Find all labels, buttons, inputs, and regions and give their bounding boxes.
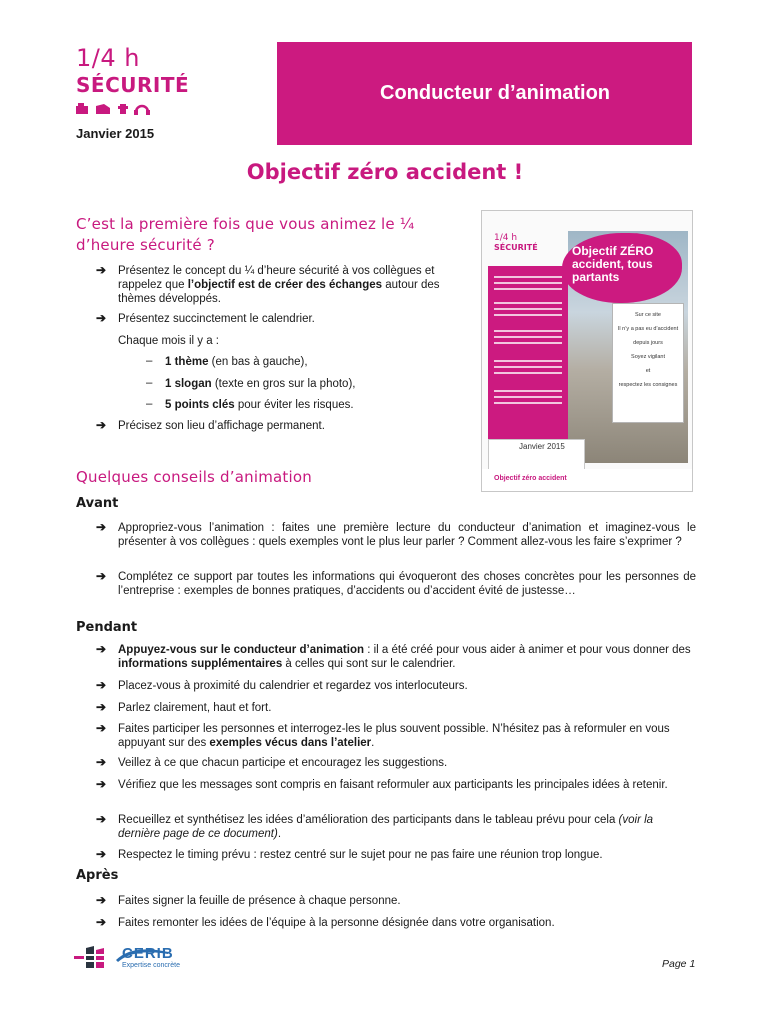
poster-footer: Objectif zéro accident — [482, 469, 692, 491]
month-intro: Chaque mois il y a : — [118, 335, 219, 347]
arrow-right-icon: ➔ — [96, 418, 107, 432]
page-title: Objectif zéro accident ! — [246, 160, 524, 184]
pendant-item-7: Recueillez et synthétisez les idées d’amélioration des participants dans le tableau prévu pour cela (voir la dernière page de ce document). — [118, 814, 654, 840]
pendant-item-5: Veillez à ce que chacun participe et encouragez les suggestions. — [118, 757, 448, 769]
pendant-item-2: Placez-vous à proximité du calendrier et regardez vos interlocuteurs. — [118, 680, 468, 692]
avant-item-1: Appropriez-vous l’animation : faites une première lecture du conducteur d’animation et imaginez-vous le présenter à vos collègues : quels exemples vont le plus leur parler ? Comment allez-vous les faire s’exprimer ? — [118, 522, 696, 548]
arrow-right-icon: ➔ — [96, 915, 107, 929]
page-number: Page 1 — [662, 958, 696, 970]
poster-slogan-bubble: Objectif ZÉRO accident, tous partants — [562, 233, 682, 303]
poster-logo-line1: 1/4 h — [494, 233, 518, 243]
logo-quarter-hour: 1/4 h — [76, 44, 140, 72]
poster-site-sign: Sur ce site Il n’y a pas eu d’accident depuis jours Soyez vigilant et respectez les consignes — [612, 303, 684, 423]
arrow-right-icon: ➔ — [96, 311, 107, 325]
dash-bullet: – — [146, 377, 153, 389]
section1-item-3: Précisez son lieu d’affichage permanent. — [118, 420, 325, 432]
arrow-right-icon: ➔ — [96, 893, 107, 907]
arrow-right-icon: ➔ — [96, 520, 107, 534]
dash-bullet: – — [146, 398, 153, 410]
arrow-right-icon: ➔ — [96, 755, 107, 769]
cerib-logo-text: CERIB — [122, 945, 174, 962]
arrow-right-icon: ➔ — [96, 700, 107, 714]
pendant-item-1: Appuyez-vous sur le conducteur d’animation : il a été créé pour vous aider à animer et pour vous donner des informations supplémentaires à celles qui sont sur le calendrier. — [118, 644, 691, 670]
section2-heading: Quelques conseils d’animation — [76, 468, 312, 486]
subheading-pendant: Pendant — [76, 620, 138, 635]
poster-keypoints-panel — [488, 266, 568, 441]
cerib-logo-subtitle: Expertise concrète — [122, 962, 180, 969]
arrow-right-icon: ➔ — [96, 263, 107, 277]
banner-title: Conducteur d’animation — [380, 82, 610, 104]
pendant-item-8: Respectez le timing prévu : restez centré sur le sujet pour ne pas faire une réunion trop longue. — [118, 849, 603, 861]
arrow-right-icon: ➔ — [96, 721, 107, 735]
subheading-apres: Après — [76, 868, 119, 883]
section1-heading: C’est la première fois que vous animez le ¼ d’heure sécurité ? — [76, 215, 415, 254]
arrow-right-icon: ➔ — [96, 569, 107, 583]
section1-item-2: Présentez succinctement le calendrier. — [118, 313, 315, 325]
dash-bullet: – — [146, 355, 153, 367]
safety-pictograms-icon — [76, 100, 160, 116]
arrow-right-icon: ➔ — [96, 777, 107, 791]
poster-calendar: Janvier 2015 — [488, 439, 585, 481]
header-banner — [277, 42, 692, 145]
logo-securite: SÉCURITÉ — [76, 73, 190, 97]
publication-date: Janvier 2015 — [76, 126, 155, 141]
subheading-avant: Avant — [76, 496, 119, 511]
arrow-right-icon: ➔ — [96, 812, 107, 826]
month-item-slogan: 1 slogan (texte en gros sur la photo), — [165, 378, 356, 390]
section1-item-1: Présentez le concept du ¼ d’heure sécurité à vos collègues et rappelez que l’objectif est de créer des échanges autour des thèmes développés. — [118, 265, 440, 305]
month-item-theme: 1 thème (en bas à gauche), — [165, 356, 308, 368]
poster-logo-line2: SÉCURITÉ — [494, 243, 538, 252]
pendant-item-4: Faites participer les personnes et interrogez-les le plus souvent possible. N’hésitez pas à reformuler en vous appuyant sur des exemples vécus dans l’atelier. — [118, 723, 670, 749]
arrow-right-icon: ➔ — [96, 847, 107, 861]
apres-item-1: Faites signer la feuille de présence à chaque personne. — [118, 895, 401, 907]
beton-logo-icon — [74, 946, 104, 968]
month-item-keypoints: 5 points clés pour éviter les risques. — [165, 399, 354, 411]
apres-item-2: Faites remonter les idées de l’équipe à la personne désignée dans votre organisation. — [118, 917, 555, 929]
pendant-item-6: Vérifiez que les messages sont compris en faisant reformuler aux participants les principales idées à retenir. — [118, 779, 668, 791]
calendar-poster-thumbnail — [481, 210, 693, 492]
avant-item-2: Complétez ce support par toutes les informations qui évoqueront des choses concrètes pour les personnes de l’entreprise : exemples de bonnes pratiques, d’accidents ou d’accident évité de justesse… — [118, 571, 696, 597]
arrow-right-icon: ➔ — [96, 678, 107, 692]
arrow-right-icon: ➔ — [96, 642, 107, 656]
pendant-item-3: Parlez clairement, haut et fort. — [118, 702, 272, 714]
